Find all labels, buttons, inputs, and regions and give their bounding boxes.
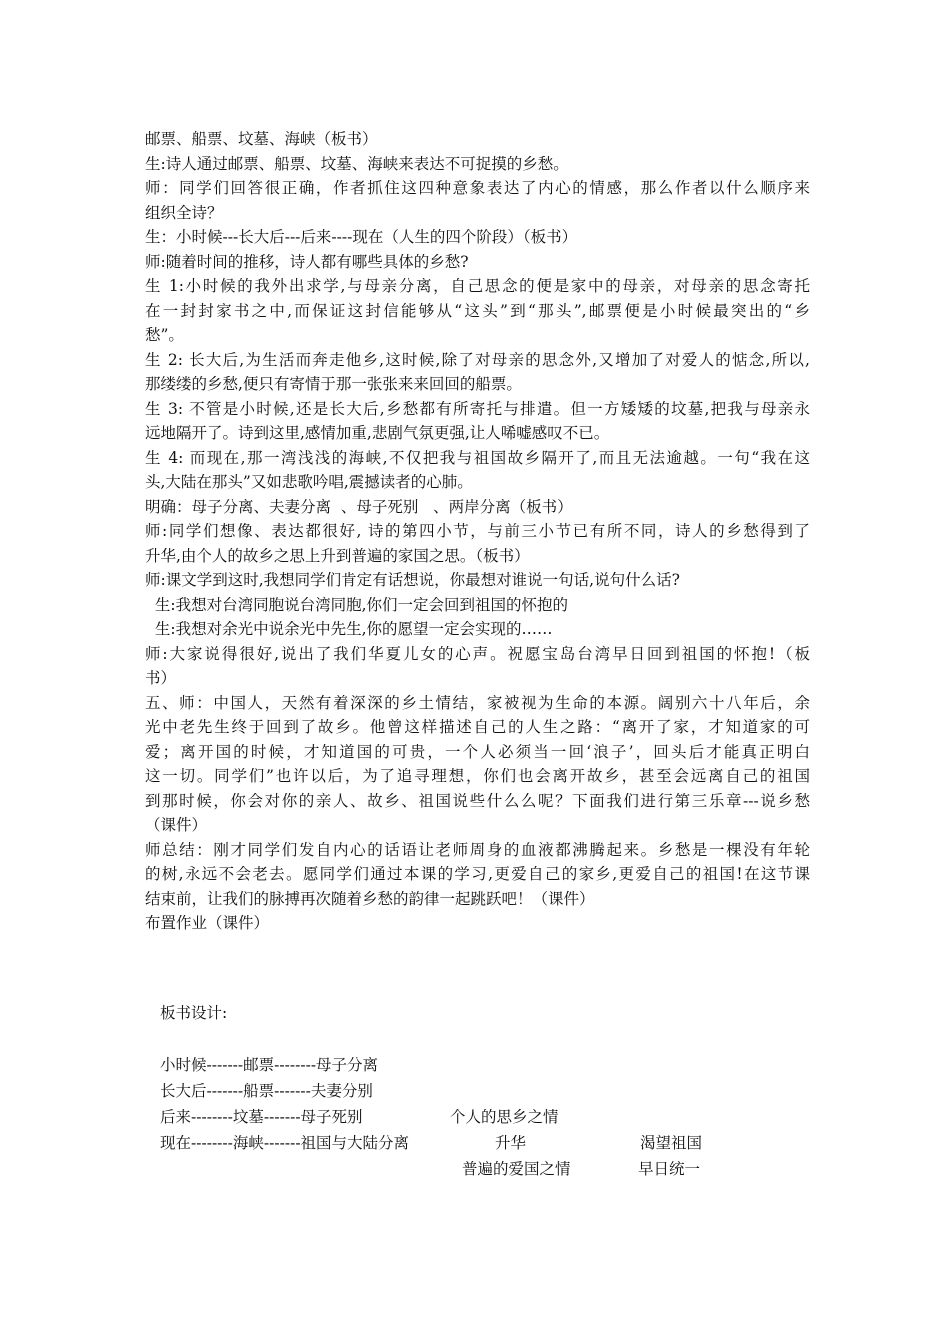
paragraph [145,397,810,446]
board-title: 板书设计: [160,1004,228,1022]
board-row-left: 后来--------坟墓-------母子死别 [160,1108,363,1126]
board-row-left: 小时候-------邮票--------母子分离 [160,1056,379,1074]
text-line: 光中老先生终于回到了故乡。他曾这样描述自己的人生之路：“离开了家，才知道家的可 [145,718,810,736]
paragraph [145,250,810,275]
blackboard-design [160,1000,780,1178]
board-row-mid: 普遍的爱国之情 [462,1160,571,1178]
board-row-left: 现在--------海峡-------祖国与大陆分离 [160,1134,410,1152]
paragraph [145,274,810,348]
text-line: 师:课文学到这时,我想同学们肯定有话想说，你最想对谁说一句话,说句什么话? [145,571,680,589]
text-line: 愁”。 [145,326,184,344]
paragraph [145,691,810,838]
text-line: 生：小时候---长大后---后来----现在（人生的四个阶段）（板书） [145,228,578,246]
text-line: 师:大家说得很好,说出了我们华夏儿女的心声。祝愿宝岛台湾早日回到祖国的怀抱!（板 [145,644,810,663]
text-line: 生 4: 而现在,那一湾浅浅的海峡,不仅把我与祖国故乡隔开了,而且无法逾越。一句“我在这 [145,448,810,467]
text-line: 组织全诗？ [145,203,223,222]
paragraph [145,593,810,618]
paragraph [145,911,810,936]
paragraph [145,348,810,397]
text-line: 爱；离开国的时候，才知道国的可贵，一个人必须当一回‘浪子’，回头后才能真正明白 [145,742,810,761]
lesson-text [145,127,810,936]
board-row-right: 早日统一 [638,1160,701,1178]
board-row-1 [160,1026,780,1074]
text-line: 远地隔开了。诗到这里,感情加重,悲剧气氛更强,让人唏嘘感叹不已。 [145,424,610,442]
text-line: 那缕缕的乡愁,便只有寄情于那一张张来来回回的船票。 [145,375,522,393]
paragraph [145,838,810,912]
text-line: 结束前，让我们的脉搏再次随着乡愁的韵律一起跳跃吧！（课件） [145,889,595,908]
paragraph [145,617,810,642]
board-row-right: 渴望祖国 [640,1134,703,1152]
paragraph [145,225,810,250]
text-line: 师：同学们回答很正确，作者抓住这四种意象表达了内心的情感，那么作者以什么顺序来 [145,179,810,197]
text-line: 生 2: 长大后,为生活而奔走他乡,这时候,除了对母亲的思念外,又增加了对爱人的惦念,所以, [145,350,810,369]
text-line: （课件） [145,816,208,834]
text-line: 书） [145,669,177,687]
text-line: 布置作业（课件） [145,914,270,932]
board-row-left: 长大后-------船票-------夫妻分别 [160,1082,373,1100]
paragraph [145,495,810,520]
paragraph [145,642,810,691]
text-line: 邮票、船票、坟墓、海峡（板书） [145,130,378,148]
text-line: 生:诗人通过邮票、船票、坟墓、海峡来表达不可捉摸的乡愁。 [145,154,569,173]
text-line: 头,大陆在那头”又如悲歌吟唱,震撼读者的心肺。 [145,473,473,491]
paragraph [145,176,810,225]
board-row-mid: 升华 [495,1134,527,1152]
text-line: 到那时候，你会对你的亲人、故乡、祖国说些什么么呢？下面我们进行第三乐章---说乡愁 [145,791,810,810]
paragraph [145,127,810,152]
text-line: 明确：母子分离、夫妻分离 、母子死别 、两岸分离（板书） [145,497,573,516]
paragraph [145,519,810,568]
text-line: 五、师：中国人，天然有着深深的乡土情结，家被视为生命的本源。阔别六十八年后，余 [145,693,810,712]
text-line: 在一封封家书之中,而保证这封信能够从“这头”到“那头”,邮票便是小时候最突出的“乡 [145,301,810,320]
text-line: 生:我想对余光中说余光中先生,你的愿望一定会实现的…… [145,620,553,638]
text-line: 升华,由个人的故乡之思上升到普遍的家国之思。（板书） [145,546,530,565]
paragraph [145,568,810,593]
text-line: 这一切。同学们”也许以后，为了追寻理想，你们也会离开故乡，甚至会远离自己的祖国 [145,767,810,785]
paragraph [145,446,810,495]
text-line: 师:同学们想像、表达都很好, 诗的第四小节，与前三小节已有所不同，诗人的乡愁得到了 [145,522,810,540]
text-line: 生 1:小时候的我外出求学,与母亲分离，自己思念的便是家中的母亲，对母亲的思念寄托 [145,277,810,295]
text-line: 师总结：刚才同学们发自内心的话语让老师周身的血液都沸腾起来。乡愁是一棵没有年轮 [145,840,810,859]
paragraph [145,152,810,177]
text-line: 的树,永远不会老去。愿同学们通过本课的学习,更爱自己的家乡,更爱自己的祖国!在这节课 [145,865,810,883]
text-line: 生:我想对台湾同胞说台湾同胞,你们一定会回到祖国的怀抱的 [145,595,569,614]
text-line: 生 3: 不管是小时候,还是长大后,乡愁都有所寄托与排遣。但一方矮矮的坟墓,把我与母亲永 [145,399,810,418]
board-row-mid: 个人的思乡之情 [450,1108,559,1126]
text-line: 师:随着时间的推移，诗人都有哪些具体的乡愁? [145,252,469,271]
